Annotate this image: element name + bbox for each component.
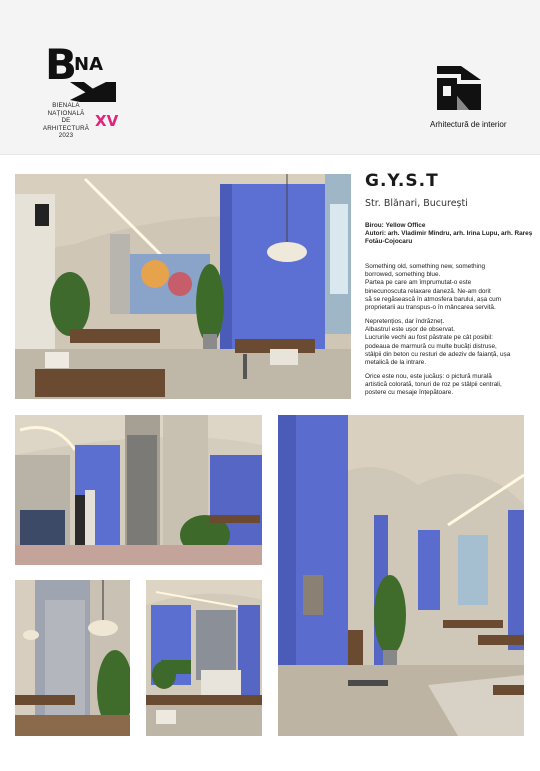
photo-main-interior: [15, 174, 351, 399]
text-line: Something old, something new, something: [365, 263, 486, 270]
bna-line: BIENALA: [52, 102, 80, 109]
photo-entrance: [15, 415, 262, 565]
bna-line: NAȚIONALĂ: [47, 109, 85, 117]
office-label: Birou:: [365, 222, 384, 229]
bna-logo-letter-b: B: [45, 40, 78, 89]
text-line: să se regăsească în atmosfera barului, așa cum: [365, 295, 502, 303]
text-line: stâlpii din beton cu resturi de adeziv de faianță, ușa: [365, 350, 511, 358]
project-title: G.Y.S.T: [365, 171, 439, 191]
text-line: borrowed, something blue.: [365, 271, 441, 279]
text-line: metalică de la intrare.: [365, 359, 427, 367]
photo-dining-hall: [278, 415, 524, 736]
bna-logo-slash-icon: [70, 82, 116, 102]
office-line: [365, 222, 535, 230]
text-line: Orice este nou, este jucăuș: o pictură murală: [365, 373, 492, 380]
text-line: Lucrurile vechi au fost păstrate pe cât posibil:: [365, 334, 493, 342]
bna-edition: XV: [95, 112, 119, 130]
text-line: postere cu mesaje înțepătoare.: [365, 389, 454, 397]
text-line: artistică colorată, tonuri de roz pe stâlpii centrali,: [365, 381, 502, 389]
project-location: Str. Blănari, București: [365, 198, 468, 209]
photo-concrete-column: [15, 580, 130, 736]
office-value: Yellow Office: [385, 222, 426, 229]
interior-architecture-icon: [431, 62, 483, 114]
authors-value: arh. Vladimir Mîndru, arh. Irina Lupu, arh. Rareș Fotău-Cojocaru: [365, 230, 533, 246]
photo-bar-counter: [146, 580, 262, 736]
bna-line: ARHITECTURĂ: [42, 124, 90, 132]
text-line: podeaua de marmură cu multe bucăți distruse,: [365, 342, 497, 350]
text-line: Albastrul este ușor de observat.: [365, 326, 455, 334]
text-line: Nepretențios, dar îndrăzneț.: [365, 318, 445, 325]
bna-logo: [40, 40, 120, 140]
category-logo: [428, 62, 518, 132]
category-label: Arhitectură de interior: [430, 120, 507, 129]
text-line: binecunoscuta relaxare daneză. Ne-am dorit: [365, 287, 491, 295]
text-line: Partea pe care am împrumutat-o este: [365, 279, 472, 287]
text-line: proprietarii au transpus-o în mâncarea servită.: [365, 304, 496, 312]
project-credits: [365, 222, 535, 247]
description-paragraph-3: [365, 373, 535, 398]
authors-label: Autori:: [365, 230, 386, 238]
poster-header: [0, 0, 540, 155]
bna-line: 2023: [58, 132, 74, 140]
bna-line: DE: [61, 117, 71, 125]
authors-line: [365, 230, 535, 246]
bna-logo-letters-na: NA: [74, 54, 103, 75]
description-paragraph-1: [365, 263, 535, 312]
bna-logo-text: [40, 102, 92, 140]
description-paragraph-2: [365, 318, 535, 367]
